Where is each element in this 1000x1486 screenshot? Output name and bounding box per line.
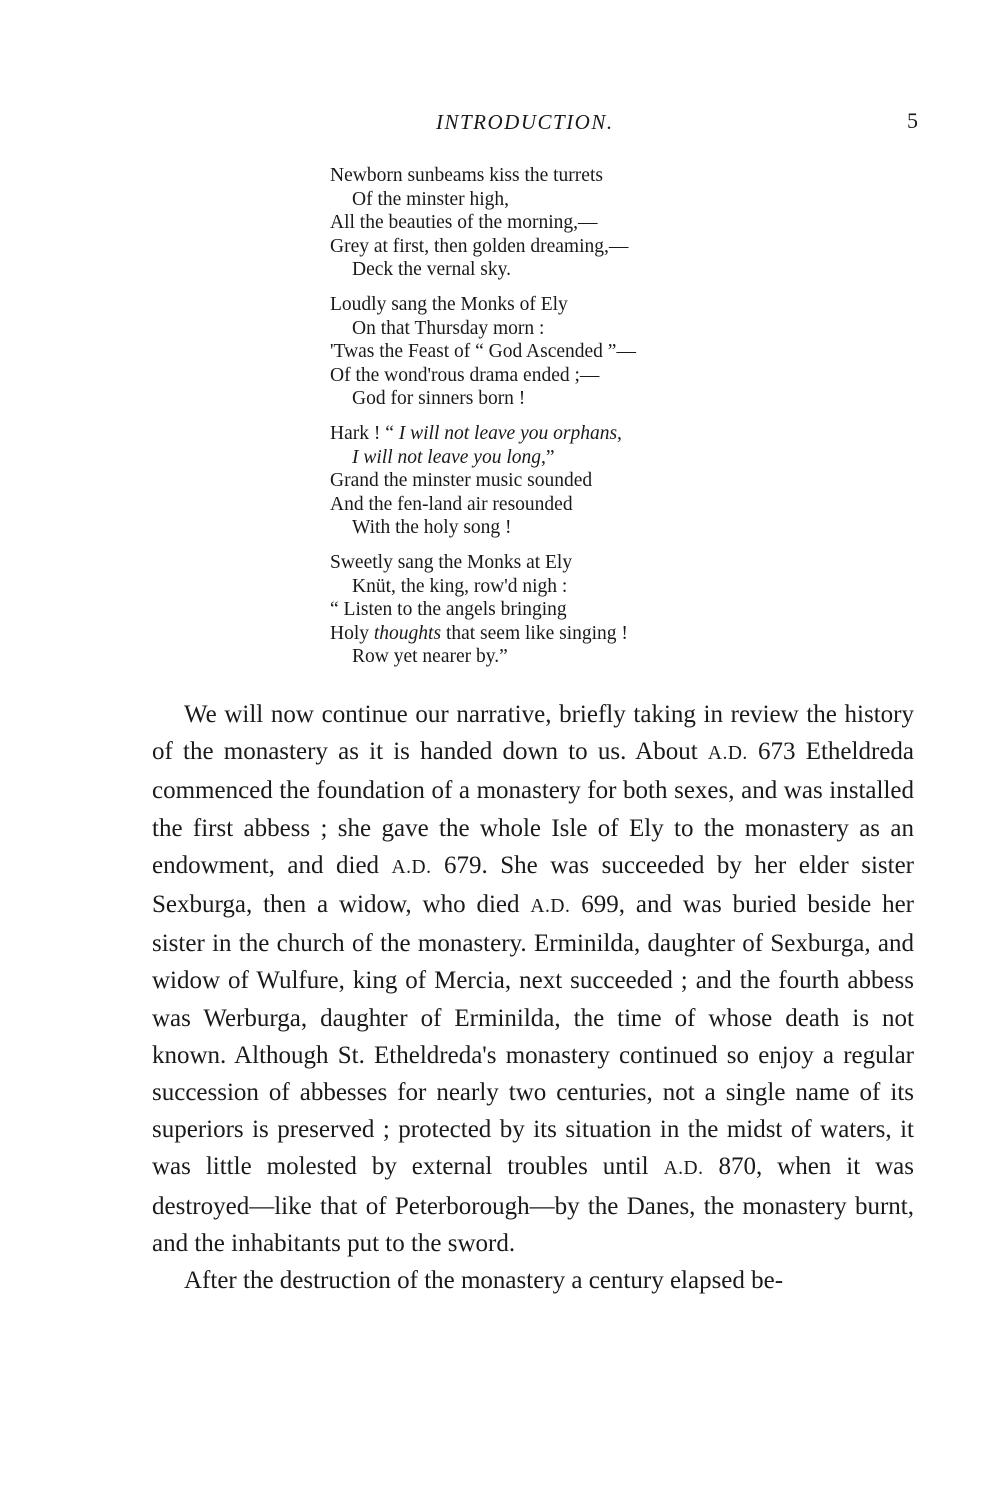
era-abbreviation: A.D.: [530, 896, 571, 918]
poem-line: And the fen-land air resounded: [330, 493, 573, 515]
poem-line: “ Listen to the angels bringing: [330, 599, 567, 621]
poem-quote-italic: I will not leave you orphans,: [398, 422, 622, 444]
text-run: 870, when it was destroyed—like that of Peterborough—by the Danes, the monastery burnt, and the inhabitants put to the sword.: [152, 1153, 914, 1257]
paragraph-2: After the destruction of the monastery a century elapsed be-: [184, 1267, 784, 1295]
body-text: [152, 696, 914, 1299]
poem-quote-italic: I will not leave you long,: [352, 446, 546, 468]
poem-text: Hark ! “: [330, 422, 399, 444]
text-run: 679. She was succeeded by her elder sister Sexburga, then a widow, who died: [152, 851, 914, 919]
poem-line: Row yet nearer by.”: [352, 646, 508, 668]
poem-line: [330, 622, 790, 646]
poem-text: Holy: [330, 622, 374, 644]
poem-line: Of the wond'rous drama ended ;—: [330, 364, 600, 386]
poem-line: Knüt, the king, row'd nigh :: [352, 575, 568, 597]
poem-line: Grey at first, then golden dreaming,—: [330, 235, 629, 257]
text-run: We will now continue our narrative, briefly taking in review the history of the monastery as it is handed down to us. About: [152, 701, 914, 766]
poem-line: Deck the vernal sky.: [352, 259, 512, 281]
era-abbreviation: A.D.: [663, 1158, 704, 1180]
poem-line: All the beauties of the morning,—: [330, 212, 598, 234]
poem: [330, 164, 790, 669]
poem-line: Sweetly sang the Monks at Ely: [330, 551, 573, 573]
poem-line: Of the minster high,: [352, 188, 510, 210]
text-run: 699, and was buried beside her sister in the church of the monastery. Erminilda, daughter of Sexburga, and widow of Wulfure, king of Mercia, next succeeded ; and the fourth abbess was Werburga, daughter of Erminilda, the time of whose death is not known. Although St. Etheldreda's monastery continued so enjoy a regular succession of abbesses for nearly two centuries, not a single name of its superiors is preserved ; protected by its situation in the midst of waters, it was little molested by external troubles until: [152, 891, 914, 1181]
paragraph-1: [152, 696, 914, 1262]
poem-line: [330, 446, 790, 470]
poem-line: 'Twas the Feast of “ God Ascended ”—: [330, 341, 636, 363]
poem-stanza-1: [330, 164, 790, 282]
poem-line: [330, 422, 790, 446]
poem-line: God for sinners born !: [352, 388, 526, 410]
poem-text: that seem like singing !: [441, 622, 628, 644]
poem-text: ”: [545, 446, 555, 468]
poem-stanza-4: [330, 551, 790, 669]
poem-stanza-3: [330, 422, 790, 540]
page-header: [0, 106, 1000, 138]
poem-stanza-2: [330, 293, 790, 411]
poem-italic-word: thoughts: [373, 622, 442, 644]
era-abbreviation: A.D.: [391, 856, 432, 878]
poem-line: Grand the minster music sounded: [330, 470, 593, 492]
page-number: 5: [907, 108, 918, 133]
era-abbreviation: A.D.: [707, 743, 748, 765]
text-run: 673 Etheldreda commenced the foundation of a monastery for both sexes, and was installed the first abbess ; she gave the whole Isle of Ely to the monastery as an endowment, and died: [152, 738, 914, 879]
poem-line: On that Thursday morn :: [352, 317, 545, 339]
poem-line: Newborn sunbeams kiss the turrets: [330, 165, 603, 186]
poem-line: Loudly sang the Monks of Ely: [330, 293, 568, 315]
running-title: INTRODUCTION.: [436, 110, 614, 134]
poem-line: With the holy song !: [352, 517, 512, 539]
